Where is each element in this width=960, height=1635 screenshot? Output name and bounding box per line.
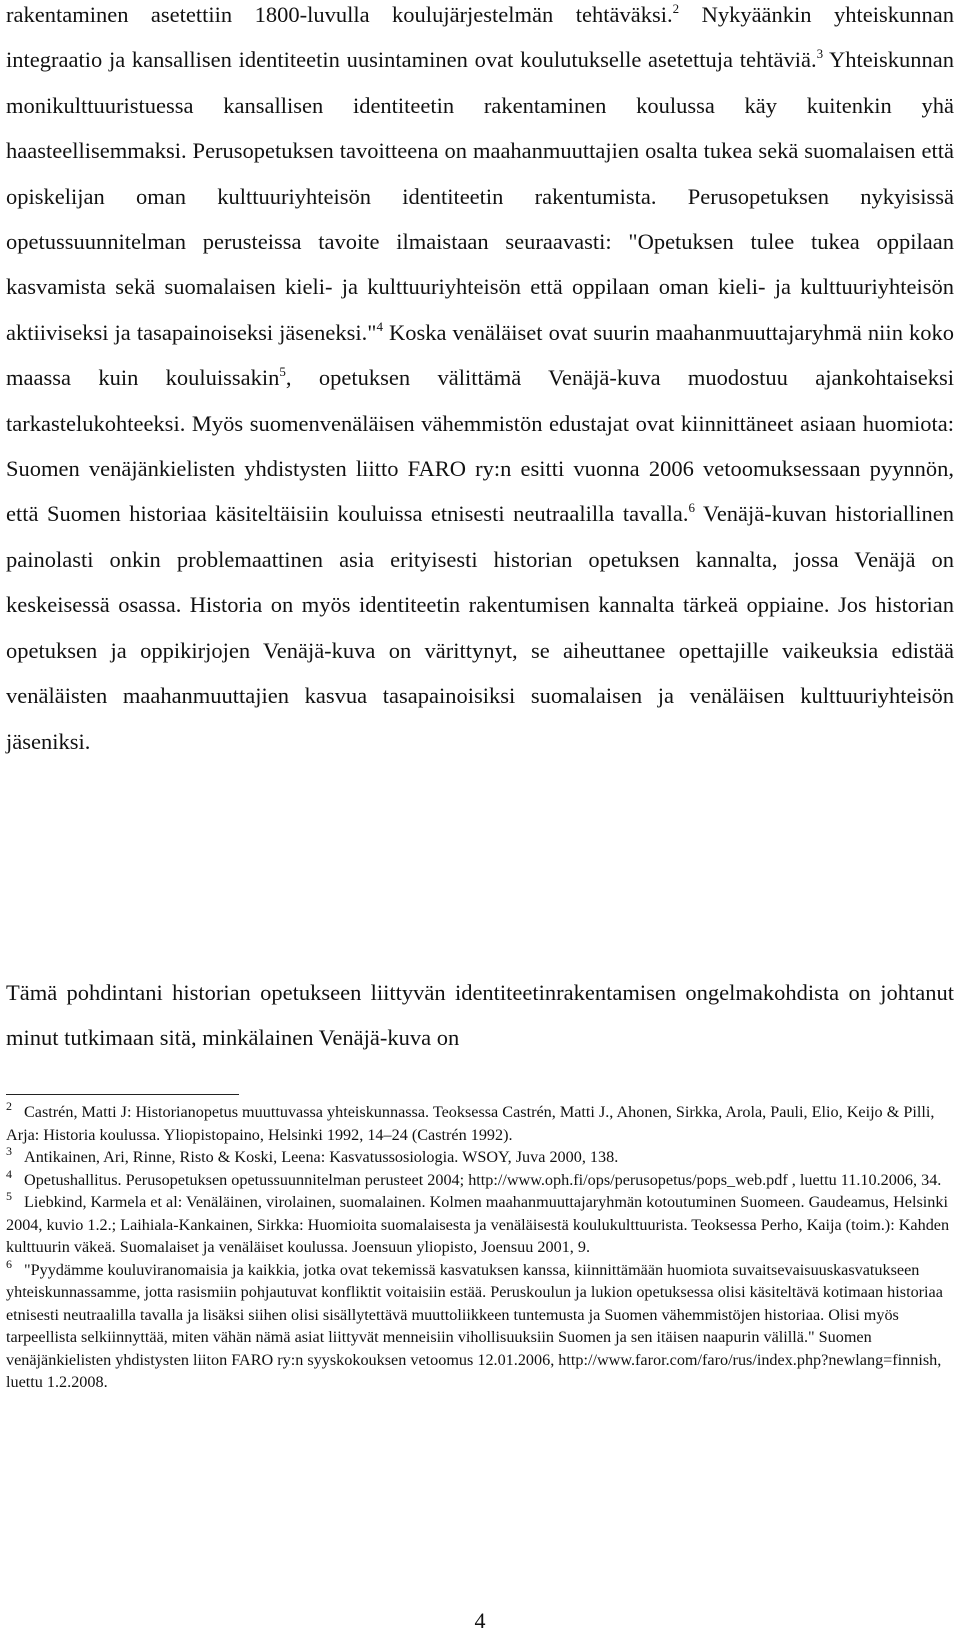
paragraph-text: Koska venäläiset ovat suurin maahanmuuttajaryhmä niin koko maassa kuin kouluissakin bbox=[6, 319, 955, 391]
footnote-separator bbox=[6, 1094, 239, 1095]
footnote-4 bbox=[6, 1166, 954, 1192]
body-paragraph-2: Tämä pohdintani historian opetukseen liittyvän identiteetinrakentamisen ongelmakohdista on johtanut minut tutkimaan sitä, minkälainen Venäjä-kuva on bbox=[6, 980, 954, 1051]
footnote-reference-2: 2 bbox=[672, 1, 680, 16]
footnote-number: 2 bbox=[6, 1099, 12, 1113]
footnote-reference-5: 5 bbox=[279, 364, 286, 380]
footnote-text: Antikainen, Ari, Rinne, Risto & Koski, Leena: Kasvatussosiologia. WSOY, Juva 2000, 138. bbox=[24, 1148, 619, 1166]
footnote-text: Opetushallitus. Perusopetuksen opetussuunnitelman perusteet 2004; http://www.oph.fi/ops/perusopetus/pops_web.pdf , luettu 11.10.2006, 34. bbox=[24, 1170, 942, 1189]
paragraph-text: Nykyäänkin yhteiskunnan integraatio ja kansallisen identiteetin uusintaminen ovat koulutukselle asetettuja tehtäviä. bbox=[6, 2, 954, 73]
footnote-reference-3: 3 bbox=[816, 46, 824, 62]
footnote-reference-4: 4 bbox=[376, 318, 383, 334]
footnote-3 bbox=[6, 1146, 954, 1169]
footnote-number: 6 bbox=[6, 1256, 12, 1271]
page-number: 4 bbox=[474, 1608, 486, 1633]
body-paragraph-1 bbox=[6, 0, 954, 764]
footnote-6 bbox=[6, 1256, 954, 1394]
footnote-text: "Pyydämme kouluviranomaisia ja kaikkia, jotka ovat tekemissä kasvatuksen kanssa, kiinnittämään huomiota suvaitsevaisuuskasvatukseen yhteiskunnassamme, jotta rasismiin pohjautuvat konfliktit voitaisiin estää. Peruskoulun ja lukion opetuksessa olisi käsiteltävä kotimaan historiaa etnisesti neutraalilla tavalla ja lisäksi siihen olisi sisällytettävä muuttoliikkeen tuntemusta ja Suomen vähemmistöjen historiaa. Olisi myös tarpeellista selkiinnyttää, miten vähän nämä asiat liittyvät menneisiin vihollisuuksiin Suomen ja sen itäisen naapurin välillä." Suomen venäjänkielisten yhdistysten liiton FARO ry:n syyskokouksen vetoomus 12.01.2006, http://www.faror.com/faro/rus/index.php?newlang=finnish, luettu 1.2.2008. bbox=[6, 1260, 943, 1391]
footnotes bbox=[6, 1101, 954, 1394]
footnote-text: Liebkind, Karmela et al: Venäläinen, virolainen, suomalainen. Kolmen maahanmuuttajaryhmän kotoutuminen Suomeen. Gaudeamus, Helsinki 2004, kuvio 1.2.; Laihiala-Kankainen, Sirkka: Huomioita suomalaisesta ja venäläisestä koulukulttuurista. Teoksessa Perho, Kaija (toim.): Kahden kulttuurin väkeä. Suomalaiset ja venäläiset koulussa. Joensuun yliopisto, Joensuu 2001, 9. bbox=[6, 1193, 950, 1256]
paragraph-text: Venäjä-kuvan historiallinen painolasti onkin problemaattinen asia erityisesti historian opetuksen kannalta, jossa Venäjä on keskeisessä osassa. Historia on myös identiteetin rakentumisen kannalta tärkeä oppiaine. Jos historian opetuksen ja oppikirjojen Venäjä-kuva on värittynyt, se aiheuttanee opettajille vaikeuksia edistää venäläisten maahanmuuttajien kasvua tasapainoisiksi suomalaisen ja venäläisen kulttuuriyhteisön jäseniksi. bbox=[6, 501, 954, 754]
footnote-number: 3 bbox=[6, 1144, 12, 1158]
footnote-number: 5 bbox=[6, 1189, 12, 1203]
footnote-2 bbox=[6, 1101, 954, 1146]
paragraph-text: , opetuksen välittämä Venäjä-kuva muodostuu ajankohtaiseksi tarkastelukohteeksi. Myös suomenvenäläisen vähemmistön edustajat ovat kiinnittäneet asiaan huomiota: Suomen venäjänkielisten yhdistysten liitto FARO ry:n esitti vuonna 2006 vetoomuksessaan pyynnön, että Suomen historiaa käsiteltäisiin kouluissa etnisesti neutraalilla tavalla. bbox=[6, 365, 954, 527]
footnote-text: Castrén, Matti J: Historianopetus muuttuvassa yhteiskunnassa. Teoksessa Castrén, Matti J., Ahonen, Sirkka, Arola, Pauli, Elio, Keijo & Pilli, Arja: Historia koulussa. Yliopistopaino, Helsinki 1992, 14–24 (Castrén 1992). bbox=[6, 1103, 935, 1144]
footnote-number: 4 bbox=[6, 1166, 12, 1181]
paragraph-text: rakentaminen asetettiin 1800-luvulla koulujärjestelmän tehtäväksi. bbox=[6, 2, 673, 27]
footnote-5 bbox=[6, 1191, 954, 1259]
paragraph-text: Yhteiskunnan monikulttuuristuessa kansallisen identiteetin rakentaminen koulussa käy kuitenkin yhä haasteellisemmaksi. Perusopetuksen tavoitteena on maahanmuuttajien osalta tukea sekä suomalaisen että opiskelijan oman kulttuuriyhteisön identiteetin rakentumista. Perusopetuksen nykyisissä opetussuunnitelman perusteissa tavoite ilmaistaan seuraavasti: "Opetuksen tulee tukea oppilaan kasvamista sekä suomalaisen kieli- ja kulttuuriyhteisön että oppilaan oman kieli- ja kulttuuriyhteisön aktiiviseksi ja tasapainoiseksi jäseneksi." bbox=[6, 47, 954, 345]
footnote-reference-6: 6 bbox=[688, 500, 695, 516]
